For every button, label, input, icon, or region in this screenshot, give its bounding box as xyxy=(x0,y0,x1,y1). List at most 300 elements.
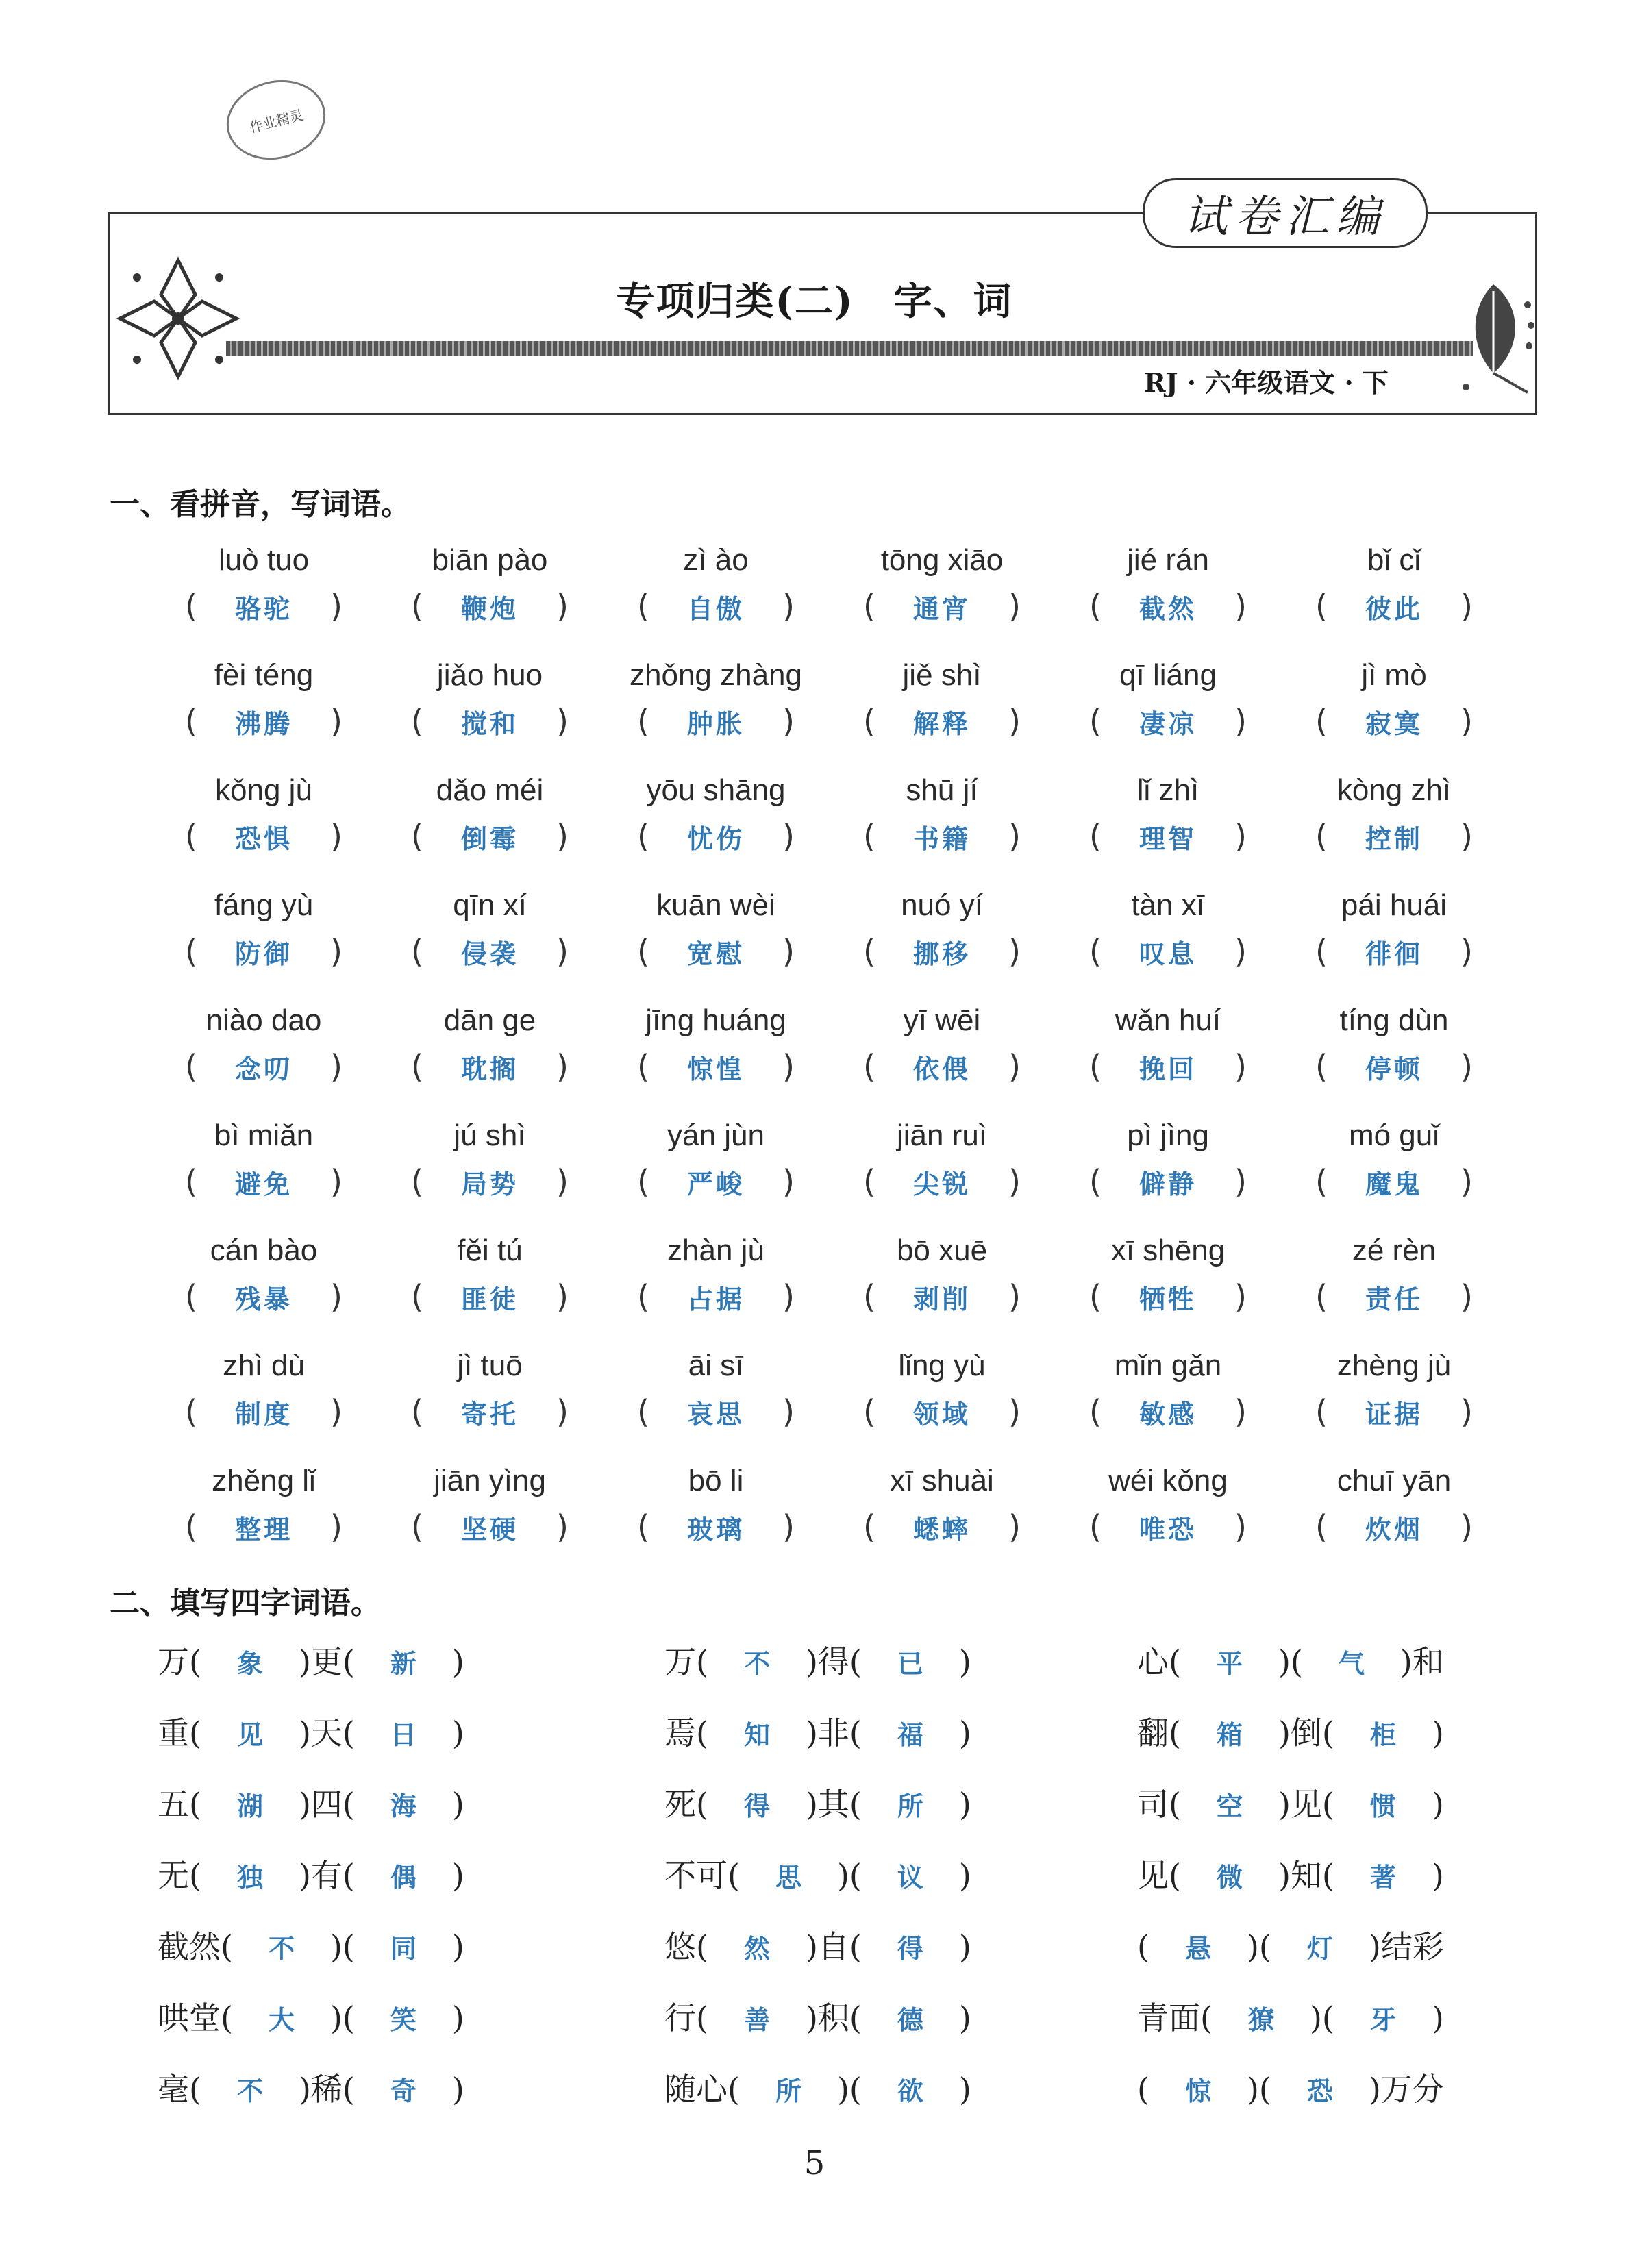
open-paren: ( xyxy=(1321,1857,1334,1894)
idiom-suffix: 结彩 xyxy=(1380,1928,1444,1965)
pinyin-text: pì jìng xyxy=(1127,1119,1209,1152)
pinyin-item xyxy=(377,771,603,859)
pinyin-text: kuān wèi xyxy=(656,888,775,922)
idiom-answer: 偶 xyxy=(390,1862,416,1893)
idiom-answer: 不 xyxy=(236,2076,263,2106)
close-paren: ) xyxy=(1008,1163,1021,1200)
idiom-answer: 知 xyxy=(743,1720,770,1750)
close-paren: ) xyxy=(958,1999,971,2036)
leaf-ornament-icon xyxy=(1452,277,1538,397)
answer-text: 寂寞 xyxy=(1365,708,1423,739)
answer-blank xyxy=(863,814,1021,859)
answer-blank xyxy=(185,1504,343,1549)
close-paren: ) xyxy=(1309,1999,1322,2036)
pinyin-item xyxy=(603,656,829,744)
answer-blank xyxy=(1089,1044,1247,1089)
close-paren: ) xyxy=(958,1715,971,1752)
answer-text: 依偎 xyxy=(912,1054,971,1084)
open-paren: ( xyxy=(1315,1163,1328,1200)
open-paren: ( xyxy=(411,1048,423,1085)
idiom-exercise-grid xyxy=(158,1637,1500,2114)
answer-blank xyxy=(637,1159,795,1204)
answer-text: 坚硬 xyxy=(460,1514,519,1545)
open-paren: ( xyxy=(1137,2071,1149,2108)
header-decorative-bar xyxy=(226,341,1473,356)
open-paren: ( xyxy=(221,1928,233,1965)
close-paren: ) xyxy=(1008,1508,1021,1545)
pinyin-item xyxy=(1281,1462,1507,1549)
answer-text: 避免 xyxy=(234,1169,293,1199)
idiom-middle: 有 xyxy=(310,1857,343,1894)
answer-blank xyxy=(863,699,1021,744)
open-paren: ( xyxy=(221,1999,233,2036)
pinyin-text: kǒng jù xyxy=(215,773,312,807)
close-paren: ) xyxy=(1460,1508,1473,1545)
close-paren: ) xyxy=(1234,818,1247,855)
answer-text: 整理 xyxy=(234,1514,293,1545)
open-paren: ( xyxy=(1321,1715,1334,1752)
idiom-answer: 奇 xyxy=(390,2076,416,2106)
pinyin-text: jiān yìng xyxy=(434,1464,546,1497)
pinyin-item xyxy=(377,886,603,974)
pinyin-item xyxy=(151,1462,377,1549)
pinyin-item xyxy=(1281,1347,1507,1434)
idiom-answer: 海 xyxy=(390,1791,416,1821)
answer-blank xyxy=(637,1274,795,1319)
close-paren: ) xyxy=(958,1643,971,1680)
pinyin-text: zhèng jù xyxy=(1336,1349,1452,1382)
answer-text: 牺牲 xyxy=(1139,1284,1197,1314)
idiom-suffix: 和 xyxy=(1412,1643,1444,1680)
pinyin-item xyxy=(829,656,1055,744)
idiom-middle: 得 xyxy=(817,1643,849,1680)
idiom-answer: 平 xyxy=(1216,1649,1243,1679)
close-paren: ) xyxy=(329,1928,343,1965)
idiom-answer: 惊 xyxy=(1184,2076,1211,2106)
close-paren: ) xyxy=(958,2071,971,2108)
close-paren: ) xyxy=(1431,1715,1444,1752)
pinyin-text: jú shì xyxy=(453,1119,526,1152)
close-paren: ) xyxy=(1278,1715,1291,1752)
open-paren: ( xyxy=(696,1643,708,1680)
pinyin-text: dǎo méi xyxy=(436,773,544,807)
answer-blank xyxy=(863,1504,1021,1549)
close-paren: ) xyxy=(451,2071,464,2108)
open-paren: ( xyxy=(849,1715,862,1752)
pinyin-text: yī wēi xyxy=(903,1004,981,1037)
section-1-title: 一、看拼音，写词语。 xyxy=(110,487,411,522)
idiom-item xyxy=(664,1922,1137,1971)
idiom-answer: 獠 xyxy=(1247,2005,1274,2035)
close-paren: ) xyxy=(298,1643,311,1680)
open-paren: ( xyxy=(1258,1928,1271,1965)
idiom-answer: 牙 xyxy=(1369,2005,1396,2035)
pinyin-text: nuó yí xyxy=(901,888,983,922)
answer-text: 忧伤 xyxy=(686,823,745,854)
pinyin-text: tōng xiāo xyxy=(880,543,1004,577)
close-paren: ) xyxy=(1234,1048,1247,1085)
open-paren: ( xyxy=(1315,818,1328,855)
answer-blank xyxy=(185,1159,343,1204)
open-paren: ( xyxy=(637,1163,649,1200)
close-paren: ) xyxy=(556,1278,569,1315)
idiom-middle: 非 xyxy=(817,1715,849,1752)
pinyin-text: qī liáng xyxy=(1119,658,1217,692)
answer-blank xyxy=(863,584,1021,629)
pinyin-text: dān ge xyxy=(443,1004,536,1037)
open-paren: ( xyxy=(849,2071,862,2108)
answer-text: 自傲 xyxy=(686,593,745,624)
pinyin-item xyxy=(829,1232,1055,1319)
pinyin-item xyxy=(829,541,1055,629)
open-paren: ( xyxy=(1169,1643,1181,1680)
pinyin-item xyxy=(377,1347,603,1434)
answer-blank xyxy=(1089,1159,1247,1204)
close-paren: ) xyxy=(298,1786,311,1823)
idiom-prefix: 无 xyxy=(158,1857,189,1894)
close-paren: ) xyxy=(1008,818,1021,855)
idiom-item xyxy=(664,1993,1137,2043)
close-paren: ) xyxy=(1234,703,1247,740)
pinyin-text: jiǎo huo xyxy=(436,658,543,692)
idiom-middle: 天 xyxy=(310,1715,343,1752)
idiom-prefix: 青面 xyxy=(1137,1999,1200,2036)
close-paren: ) xyxy=(330,1508,343,1545)
pinyin-item xyxy=(603,771,829,859)
open-paren: ( xyxy=(411,1278,423,1315)
close-paren: ) xyxy=(1008,1393,1021,1430)
idiom-middle: 更 xyxy=(310,1643,343,1680)
open-paren: ( xyxy=(1089,588,1102,625)
answer-text: 魔鬼 xyxy=(1365,1169,1423,1199)
pinyin-item xyxy=(1055,886,1281,974)
idiom-answer: 福 xyxy=(897,1720,923,1750)
idiom-answer: 灯 xyxy=(1306,1934,1333,1964)
idiom-item xyxy=(158,1780,664,1829)
idiom-answer: 湖 xyxy=(236,1791,263,1821)
answer-blank xyxy=(637,929,795,974)
idiom-answer: 得 xyxy=(897,1934,923,1964)
open-paren: ( xyxy=(696,1786,708,1823)
pinyin-item xyxy=(377,1001,603,1089)
answer-text: 占据 xyxy=(686,1284,745,1314)
close-paren: ) xyxy=(556,588,569,625)
close-paren: ) xyxy=(1431,1857,1444,1894)
pinyin-text: qīn xí xyxy=(453,888,527,922)
close-paren: ) xyxy=(1368,1928,1381,1965)
open-paren: ( xyxy=(863,588,875,625)
close-paren: ) xyxy=(1008,703,1021,740)
answer-blank xyxy=(637,1044,795,1089)
close-paren: ) xyxy=(805,1999,818,2036)
pinyin-item xyxy=(151,1117,377,1204)
header-tag xyxy=(1143,178,1428,248)
idiom-item xyxy=(664,1637,1137,1686)
idiom-prefix: 死 xyxy=(664,1786,696,1823)
idiom-answer: 所 xyxy=(775,2076,801,2106)
open-paren: ( xyxy=(696,1715,708,1752)
answer-blank xyxy=(411,1389,569,1434)
open-paren: ( xyxy=(1315,1048,1328,1085)
close-paren: ) xyxy=(782,933,795,970)
open-paren: ( xyxy=(863,933,875,970)
answer-blank xyxy=(1315,1389,1473,1434)
pinyin-item xyxy=(603,1347,829,1434)
open-paren: ( xyxy=(1290,1643,1303,1680)
answer-text: 敏感 xyxy=(1139,1399,1197,1430)
open-paren: ( xyxy=(1089,1048,1102,1085)
idiom-answer: 得 xyxy=(743,1791,770,1821)
answer-text: 凄凉 xyxy=(1139,708,1197,739)
pinyin-text: lǐng yù xyxy=(898,1349,986,1382)
idiom-item xyxy=(158,2065,664,2114)
answer-text: 剥削 xyxy=(912,1284,971,1314)
open-paren: ( xyxy=(185,818,197,855)
open-paren: ( xyxy=(1089,1278,1102,1315)
idiom-answer: 思 xyxy=(775,1862,801,1893)
answer-blank xyxy=(863,1159,1021,1204)
answer-text: 搅和 xyxy=(460,708,519,739)
idiom-item xyxy=(664,2065,1137,2114)
close-paren: ) xyxy=(556,1508,569,1545)
idiom-answer: 不 xyxy=(268,1934,295,1964)
answer-text: 控制 xyxy=(1365,823,1423,854)
answer-blank xyxy=(411,699,569,744)
close-paren: ) xyxy=(451,1715,464,1752)
pinyin-text: bì miǎn xyxy=(214,1119,314,1152)
close-paren: ) xyxy=(556,1393,569,1430)
idiom-item xyxy=(1137,1637,1500,1686)
close-paren: ) xyxy=(298,1715,311,1752)
open-paren: ( xyxy=(1200,1999,1213,2036)
idiom-prefix: 五 xyxy=(158,1786,189,1823)
answer-text: 挽回 xyxy=(1139,1054,1197,1084)
close-paren: ) xyxy=(1431,1999,1444,2036)
open-paren: ( xyxy=(637,588,649,625)
idiom-item xyxy=(1137,1993,1500,2043)
close-paren: ) xyxy=(451,1999,464,2036)
idiom-answer: 所 xyxy=(897,1791,923,1821)
open-paren: ( xyxy=(637,933,649,970)
answer-blank xyxy=(185,1274,343,1319)
pinyin-text: jiān ruì xyxy=(896,1119,988,1152)
idiom-item xyxy=(158,1922,664,1971)
pinyin-item xyxy=(829,1347,1055,1434)
answer-text: 炊烟 xyxy=(1365,1514,1423,1545)
answer-blank xyxy=(1089,814,1247,859)
open-paren: ( xyxy=(189,1857,201,1894)
close-paren: ) xyxy=(782,1278,795,1315)
answer-text: 念叨 xyxy=(234,1054,293,1084)
open-paren: ( xyxy=(863,818,875,855)
close-paren: ) xyxy=(1460,1163,1473,1200)
answer-blank xyxy=(1089,584,1247,629)
close-paren: ) xyxy=(1368,2071,1381,2108)
answer-text: 彼此 xyxy=(1365,593,1423,624)
answer-text: 宽慰 xyxy=(686,938,745,969)
close-paren: ) xyxy=(782,818,795,855)
open-paren: ( xyxy=(189,1786,201,1823)
idiom-prefix: 悠 xyxy=(664,1928,696,1965)
pinyin-text: wǎn huí xyxy=(1115,1004,1221,1037)
idiom-answer: 柜 xyxy=(1369,1720,1396,1750)
answer-blank xyxy=(411,814,569,859)
close-paren: ) xyxy=(298,2071,311,2108)
open-paren: ( xyxy=(1169,1857,1181,1894)
pinyin-text: kòng zhì xyxy=(1336,773,1452,807)
idiom-prefix: 心 xyxy=(1137,1643,1169,1680)
answer-text: 哀思 xyxy=(686,1399,745,1430)
idiom-prefix: 万 xyxy=(158,1643,189,1680)
idiom-answer: 箱 xyxy=(1216,1720,1243,1750)
pinyin-text: lǐ zhì xyxy=(1136,773,1199,807)
pinyin-text: yán jùn xyxy=(667,1119,764,1152)
pinyin-text: jié rán xyxy=(1127,543,1209,577)
open-paren: ( xyxy=(1089,1508,1102,1545)
idiom-middle: 见 xyxy=(1290,1786,1322,1823)
answer-text: 匪徒 xyxy=(460,1284,519,1314)
pinyin-text: zhěng lǐ xyxy=(212,1464,316,1497)
answer-blank xyxy=(1089,929,1247,974)
open-paren: ( xyxy=(1321,1999,1334,2036)
header-tag-text: 试卷汇编 xyxy=(1184,192,1386,242)
idiom-answer: 日 xyxy=(390,1720,416,1750)
pinyin-text: jì tuō xyxy=(457,1349,523,1382)
pinyin-text: zhàn jù xyxy=(667,1234,764,1267)
idiom-answer: 著 xyxy=(1369,1862,1396,1893)
close-paren: ) xyxy=(330,1163,343,1200)
close-paren: ) xyxy=(1278,1786,1291,1823)
open-paren: ( xyxy=(411,1163,423,1200)
open-paren: ( xyxy=(863,1163,875,1200)
pinyin-text: pái huái xyxy=(1341,888,1447,922)
idiom-item xyxy=(664,1708,1137,1758)
answer-blank xyxy=(185,584,343,629)
answer-blank xyxy=(863,929,1021,974)
open-paren: ( xyxy=(342,1643,355,1680)
open-paren: ( xyxy=(342,1715,355,1752)
open-paren: ( xyxy=(411,703,423,740)
open-paren: ( xyxy=(637,1508,649,1545)
idiom-answer: 德 xyxy=(897,2005,923,2035)
close-paren: ) xyxy=(782,1508,795,1545)
answer-text: 耽搁 xyxy=(460,1054,519,1084)
answer-blank xyxy=(1315,929,1473,974)
close-paren: ) xyxy=(782,1163,795,1200)
idiom-answer: 独 xyxy=(236,1862,263,1893)
idiom-answer: 善 xyxy=(743,2005,770,2035)
answer-blank xyxy=(185,814,343,859)
open-paren: ( xyxy=(342,1857,355,1894)
idiom-prefix: 哄堂 xyxy=(158,1999,221,2036)
page-number: 5 xyxy=(804,2144,825,2182)
open-paren: ( xyxy=(637,1278,649,1315)
open-paren: ( xyxy=(185,1163,197,1200)
close-paren: ) xyxy=(1400,1643,1413,1680)
idiom-middle: 倒 xyxy=(1290,1715,1322,1752)
answer-blank xyxy=(863,1044,1021,1089)
idiom-prefix: 万 xyxy=(664,1643,696,1680)
answer-blank xyxy=(411,584,569,629)
answer-text: 书籍 xyxy=(912,823,971,854)
open-paren: ( xyxy=(342,2071,355,2108)
answer-text: 玻璃 xyxy=(686,1514,745,1545)
answer-text: 解释 xyxy=(912,708,971,739)
idiom-answer: 不 xyxy=(743,1649,770,1679)
pinyin-item xyxy=(1055,541,1281,629)
close-paren: ) xyxy=(782,703,795,740)
open-paren: ( xyxy=(185,1508,197,1545)
pinyin-text: biān pào xyxy=(432,543,548,577)
close-paren: ) xyxy=(836,1857,849,1894)
pinyin-text: shū jí xyxy=(906,773,978,807)
publisher-logo xyxy=(218,70,334,170)
idiom-answer: 见 xyxy=(236,1720,263,1750)
close-paren: ) xyxy=(1234,588,1247,625)
open-paren: ( xyxy=(342,1999,355,2036)
idiom-answer: 悬 xyxy=(1184,1934,1211,1964)
answer-text: 骆驼 xyxy=(234,593,293,624)
pinyin-item xyxy=(1281,1232,1507,1319)
answer-text: 蟋蟀 xyxy=(912,1514,971,1545)
idiom-answer: 笑 xyxy=(390,2005,416,2035)
pinyin-item xyxy=(1055,771,1281,859)
close-paren: ) xyxy=(451,1857,464,1894)
pinyin-item xyxy=(151,541,377,629)
pinyin-text: bō li xyxy=(688,1464,744,1497)
pinyin-item xyxy=(1055,656,1281,744)
pinyin-item xyxy=(829,1462,1055,1549)
answer-blank xyxy=(637,1504,795,1549)
open-paren: ( xyxy=(637,1048,649,1085)
close-paren: ) xyxy=(1008,1278,1021,1315)
pinyin-text: fěi tú xyxy=(457,1234,523,1267)
answer-blank xyxy=(185,929,343,974)
close-paren: ) xyxy=(1246,1928,1259,1965)
open-paren: ( xyxy=(1089,703,1102,740)
pinyin-text: tíng dùn xyxy=(1339,1004,1449,1037)
pinyin-text: āi sī xyxy=(688,1349,744,1382)
answer-text: 肿胀 xyxy=(686,708,745,739)
pinyin-text: xī shēng xyxy=(1110,1234,1226,1267)
pinyin-text: chuī yān xyxy=(1336,1464,1452,1497)
answer-text: 挪移 xyxy=(912,938,971,969)
close-paren: ) xyxy=(556,818,569,855)
idiom-answer: 恐 xyxy=(1306,2076,1333,2106)
pinyin-item xyxy=(1281,771,1507,859)
answer-blank xyxy=(1315,699,1473,744)
pinyin-text: fèi téng xyxy=(214,658,314,692)
close-paren: ) xyxy=(1234,1508,1247,1545)
open-paren: ( xyxy=(185,1048,197,1085)
open-paren: ( xyxy=(189,2071,201,2108)
close-paren: ) xyxy=(1234,1278,1247,1315)
open-paren: ( xyxy=(189,1715,201,1752)
open-paren: ( xyxy=(1089,1163,1102,1200)
open-paren: ( xyxy=(1137,1928,1149,1965)
idiom-item xyxy=(1137,1780,1500,1829)
answer-text: 唯恐 xyxy=(1139,1514,1197,1545)
close-paren: ) xyxy=(958,1928,971,1965)
open-paren: ( xyxy=(863,1508,875,1545)
answer-blank xyxy=(637,1389,795,1434)
close-paren: ) xyxy=(451,1786,464,1823)
idiom-answer: 同 xyxy=(390,1934,416,1964)
pinyin-text: jīng huáng xyxy=(645,1004,786,1037)
pinyin-text: tàn xī xyxy=(1131,888,1205,922)
close-paren: ) xyxy=(1460,933,1473,970)
open-paren: ( xyxy=(1315,1508,1328,1545)
